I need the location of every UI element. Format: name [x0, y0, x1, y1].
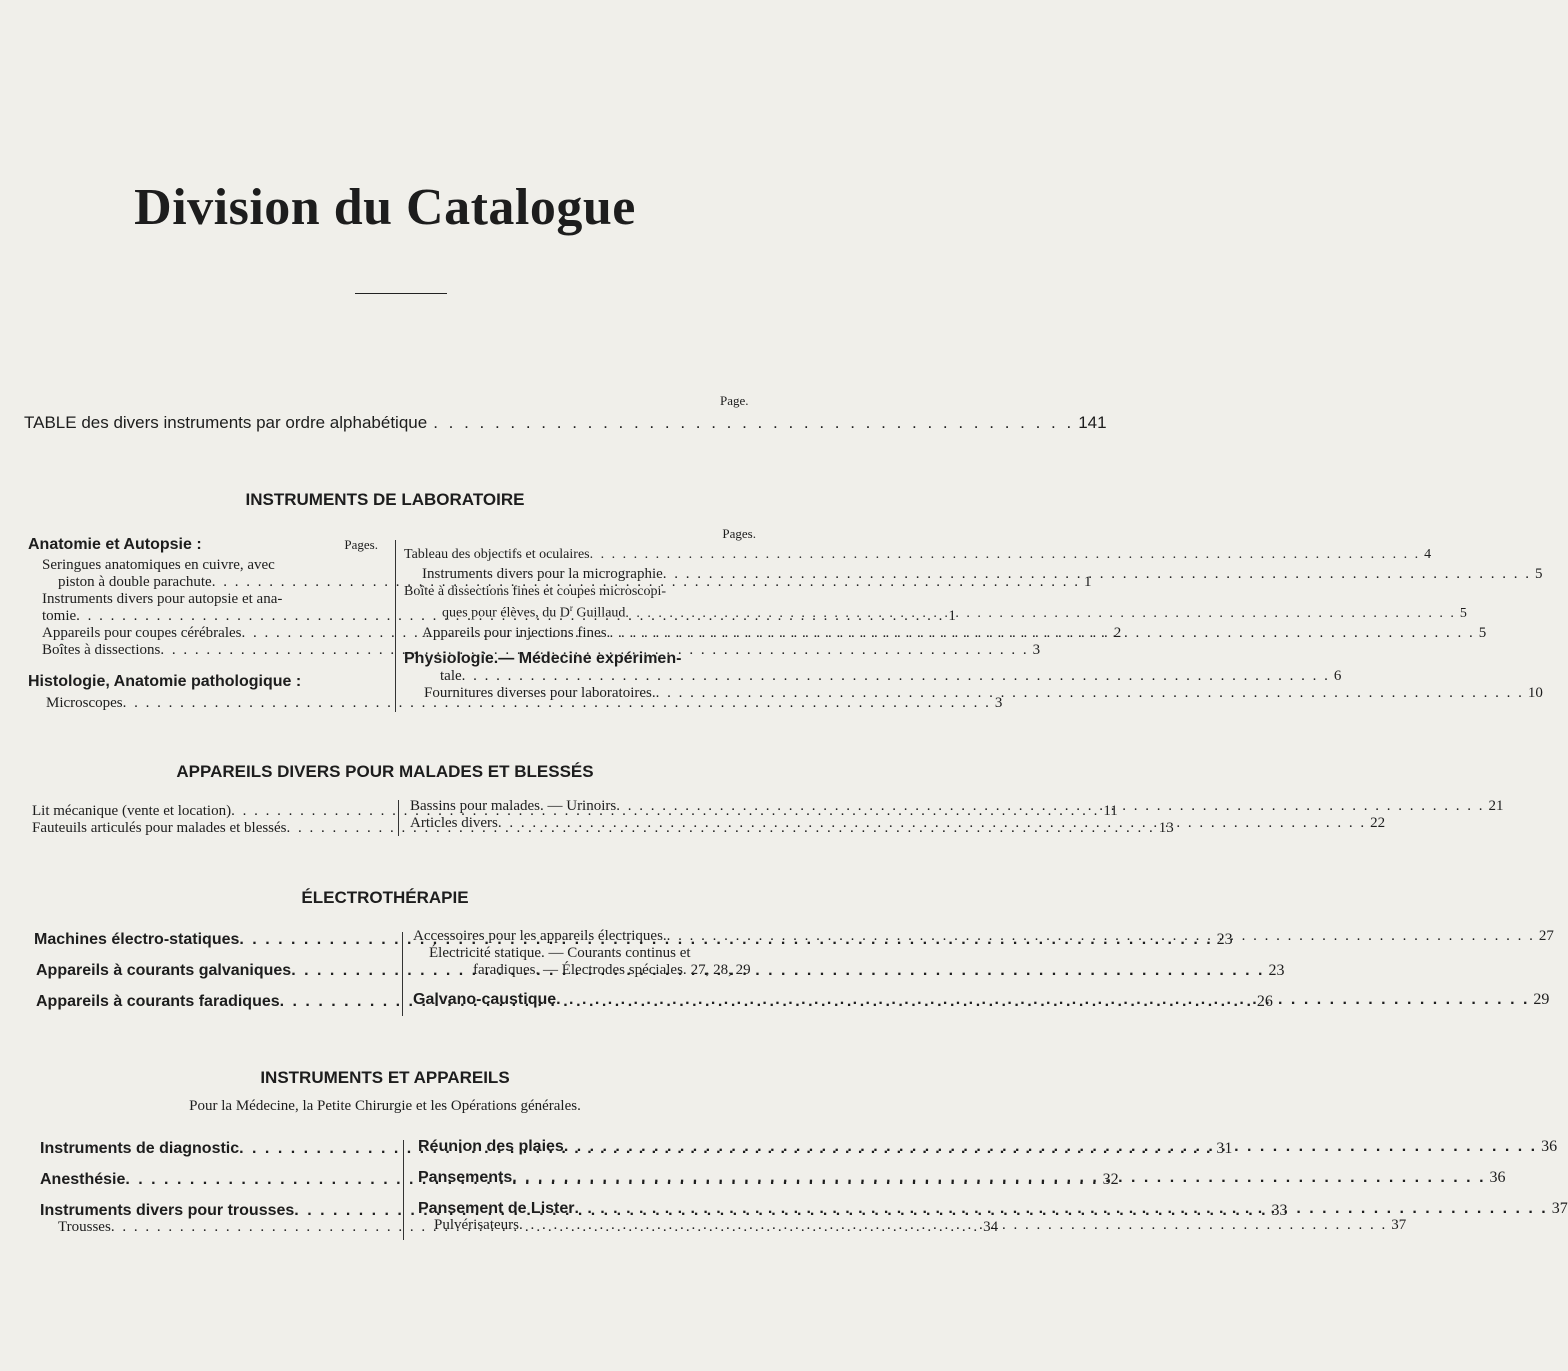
- entry-articles-divers: Articles divers . . . 22: [410, 815, 764, 832]
- entry-micrographie: Instruments divers pour la micrographie . . . 5: [404, 566, 756, 583]
- entry-injections-fines: Appareils pour injections fines . . . 5: [404, 625, 756, 642]
- pages-label: Pages.: [722, 526, 756, 541]
- entry-boite-guillaud: ques pour élèves, du $D^r$ Guillaud . . . 5: [404, 600, 756, 622]
- heading-physiologie: Physiologie.— Médecine expérimen-: [404, 649, 682, 667]
- entry-microscopes: Microscopes . . . 3: [28, 695, 386, 712]
- section-instruments-appareils: INSTRUMENTS ET APPAREILS: [260, 1068, 510, 1087]
- entry-instruments-trousses: Instruments divers pour trousses . . . 33: [40, 1202, 392, 1219]
- entry-diagnostic: Instruments de diagnostic . . . 31: [40, 1140, 392, 1157]
- entry-reunion-plaies: Réunion des plaies . . . 36: [418, 1138, 772, 1155]
- entry-fauteuils: Fauteuils articulés pour malades et blessés . . . 13: [32, 820, 388, 837]
- table-entry-label: TABLE des divers instruments par ordre alphabétique: [24, 413, 428, 432]
- entry-machines-electro-statiques: Machines électro-statiques . . . 23: [34, 931, 390, 948]
- entry-pulverisateurs: Pulvérisateurs . . . 37: [418, 1217, 772, 1234]
- entry-courants-faradiques: Appareils à courants faradiques . . . 26: [34, 993, 390, 1010]
- entry-instruments-line1: Instruments divers pour autopsie et ana-: [42, 591, 283, 607]
- page-title: Division du Catalogue: [134, 179, 636, 236]
- section-electrotherapie: ÉLECTROTHÉRAPIE: [301, 888, 469, 907]
- table-entry-page: 141: [1078, 413, 1107, 432]
- entry-galvano-caustique: Galvano-caustique . . . 29: [413, 991, 767, 1008]
- entry-pansements: Pansements . . . 36: [418, 1169, 772, 1186]
- entry-boite-line1: Boîte à dissections fines et coupes microscopi-: [404, 584, 667, 599]
- leader-dots: . . . . . . . . . . . . . . . . . . . . . . . . . . . . . . . . . . . . . . . . . .: [433, 413, 1075, 432]
- title-rule: [355, 293, 447, 294]
- entry-tableau-objectifs: Tableau des objectifs et oculaires . . . 4: [404, 546, 756, 563]
- entry-lit-mecanique: Lit mécanique (vente et location) . . . 11: [32, 803, 388, 820]
- entry-anesthesie: Anesthésie . . . 32: [40, 1171, 392, 1188]
- entry-bassins: Bassins pour malades. — Urinoirs . . . 21: [410, 798, 764, 815]
- entry-seringues: piston à double parachute . . . 1: [42, 574, 386, 591]
- heading-anatomie: Anatomie et Autopsie :: [28, 536, 202, 553]
- entry-pansement-lister: Pansement de Lister . . . 37: [418, 1200, 772, 1217]
- entry-physiologie: tale . . . 6: [404, 668, 756, 685]
- column-divider: [402, 932, 403, 1016]
- section-subtitle: Pour la Médecine, la Petite Chirurgie et les Opérations générales.: [189, 1098, 581, 1114]
- entry-courants-galvaniques: Appareils à courants galvaniques . . . 23: [34, 962, 390, 979]
- entry-electricite-statique: faradiques. — Électrodes spéciales. 27, 28, 29: [473, 962, 751, 978]
- column-divider: [398, 800, 399, 836]
- entry-coupes-cerebrales: Appareils pour coupes cérébrales . . . 2: [42, 625, 386, 642]
- entry-seringues-line1: Seringues anatomiques en cuivre, avec: [42, 557, 275, 573]
- section-malades: APPAREILS DIVERS POUR MALADES ET BLESSÉS: [176, 762, 594, 781]
- page-column-label: Page.: [720, 393, 749, 408]
- entry-boites-dissections: Boîtes à dissections . . . 3: [42, 642, 386, 659]
- heading-histologie: Histologie, Anatomie pathologique :: [28, 673, 302, 690]
- section-laboratoire: INSTRUMENTS DE LABORATOIRE: [245, 490, 525, 509]
- entry-electricite-line1: Électricité statique. — Courants continus et: [429, 945, 691, 961]
- entry-accessoires-electriques: Accessoires pour les appareils électriques. . . . 27: [413, 928, 767, 945]
- entry-fournitures: Fournitures diverses pour laboratoires. . . . 10: [404, 685, 756, 702]
- pages-label: Pages.: [344, 537, 378, 552]
- column-divider: [403, 1140, 404, 1240]
- entry-trousses: Trousses . . . 34: [40, 1219, 392, 1236]
- alphabetical-table-entry: [24, 413, 1107, 433]
- column-divider: [395, 540, 396, 712]
- entry-instruments-autopsie: tomie . . . 1: [42, 608, 386, 625]
